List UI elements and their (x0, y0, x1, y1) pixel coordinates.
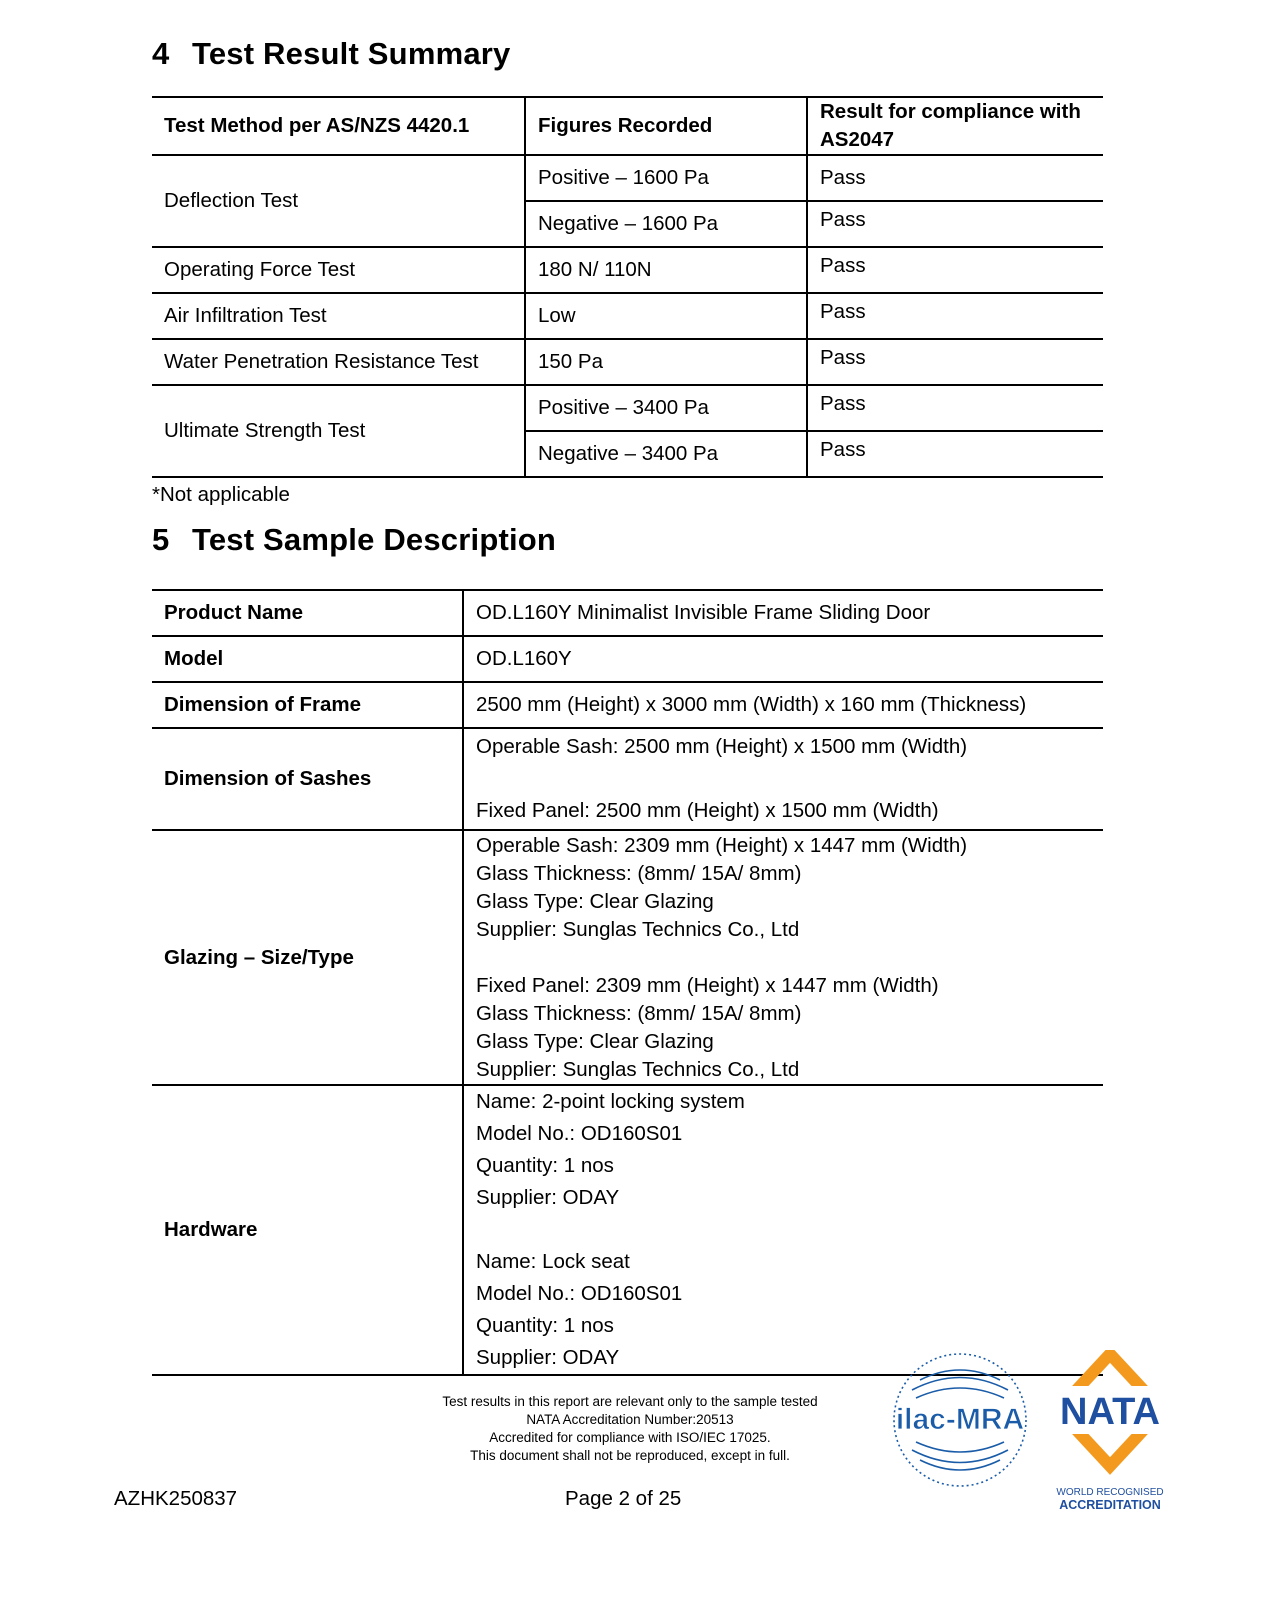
figures-cell: 150 Pa (525, 339, 807, 385)
footer-note-line: Accredited for compliance with ISO/IEC 17025. (489, 1430, 771, 1445)
value-line: Quantity: 1 nos (476, 1314, 614, 1337)
value-line: Quantity: 1 nos (476, 1154, 614, 1177)
page-number: Page 2 of 25 (565, 1487, 682, 1510)
table-row (152, 155, 1103, 201)
figures-cell: Positive – 3400 Pa (525, 385, 807, 431)
table-row (152, 1085, 1103, 1375)
ilac-mra-logo-icon (890, 1350, 1030, 1490)
header-figures-recorded: Figures Recorded (525, 97, 807, 155)
figures-cell: Negative – 1600 Pa (525, 201, 807, 247)
row-label: Dimension of Frame (152, 682, 463, 728)
figures-cell: Positive – 1600 Pa (525, 155, 807, 201)
section-4-heading (152, 36, 511, 72)
result-cell: Pass (807, 339, 1103, 385)
section-5-heading (152, 522, 556, 558)
table-row (152, 247, 1103, 293)
spacer (476, 944, 1091, 972)
table-header-row (152, 97, 1103, 155)
row-label: Model (152, 636, 463, 682)
table-row (152, 636, 1103, 682)
row-value: 2500 mm (Height) x 3000 mm (Width) x 160 mm (Thickness) (463, 682, 1103, 728)
result-cell: Pass (807, 155, 1103, 201)
nata-sub-text: ACCREDITATION (1059, 1498, 1161, 1512)
footer-note-line: NATA Accreditation Number:20513 (526, 1412, 734, 1427)
test-method-cell: Air Infiltration Test (152, 293, 525, 339)
header-result: Result for compliance with AS2047 (807, 97, 1103, 155)
value-line: Name: Lock seat (476, 1250, 630, 1273)
footer-note-line: This document shall not be reproduced, except in full. (470, 1448, 790, 1463)
row-label: Glazing – Size/Type (152, 830, 463, 1085)
table-row (152, 590, 1103, 636)
section-number: 5 (152, 522, 170, 557)
value-line: Operable Sash: 2500 mm (Height) x 1500 mm (Width) (476, 735, 968, 758)
section-number: 4 (152, 36, 170, 71)
section-title: Test Sample Description (192, 522, 557, 557)
value-line: Glass Thickness: (8mm/ 15A/ 8mm) (476, 862, 802, 885)
report-number: AZHK250837 (114, 1487, 238, 1510)
value-line: Glass Type: Clear Glazing (476, 1030, 714, 1053)
result-cell: Pass (807, 201, 1103, 247)
table-row (152, 830, 1103, 1085)
value-line: Glass Thickness: (8mm/ 15A/ 8mm) (476, 1002, 802, 1025)
value-line: Model No.: OD160S01 (476, 1282, 683, 1305)
table-row (152, 385, 1103, 431)
nata-logo-text: NATA (1060, 1391, 1160, 1433)
test-method-cell: Operating Force Test (152, 247, 525, 293)
test-method-cell: Water Penetration Resistance Test (152, 339, 525, 385)
value-line: Fixed Panel: 2309 mm (Height) x 1447 mm (Width) (476, 974, 939, 997)
not-applicable-note: *Not applicable (152, 483, 290, 506)
result-cell: Pass (807, 431, 1103, 477)
test-method-cell: Deflection Test (152, 155, 525, 247)
table-row (152, 339, 1103, 385)
figures-cell: 180 N/ 110N (525, 247, 807, 293)
figures-cell: Negative – 3400 Pa (525, 431, 807, 477)
result-cell: Pass (807, 293, 1103, 339)
value-line: Glass Type: Clear Glazing (476, 890, 714, 913)
table-row (152, 728, 1103, 830)
footer-note-line: Test results in this report are relevant only to the sample tested (442, 1394, 818, 1409)
nata-sub-text: WORLD RECOGNISED (1056, 1487, 1164, 1498)
figures-cell: Low (525, 293, 807, 339)
row-value: OD.L160Y Minimalist Invisible Frame Sliding Door (463, 590, 1103, 636)
row-value (463, 1085, 1103, 1375)
test-method-cell: Ultimate Strength Test (152, 385, 525, 477)
row-label: Hardware (152, 1085, 463, 1375)
value-line: Supplier: ODAY (476, 1346, 620, 1369)
value-line: Supplier: Sunglas Technics Co., Ltd (476, 1058, 800, 1081)
value-line: Fixed Panel: 2500 mm (Height) x 1500 mm (Width) (476, 799, 939, 822)
value-line: Supplier: ODAY (476, 1186, 620, 1209)
value-line: Supplier: Sunglas Technics Co., Ltd (476, 918, 800, 941)
row-label: Product Name (152, 590, 463, 636)
test-sample-description-table (152, 589, 1103, 1376)
row-value (463, 728, 1103, 830)
value-line: Model No.: OD160S01 (476, 1122, 683, 1145)
row-value (463, 830, 1103, 1085)
section-title: Test Result Summary (192, 36, 511, 71)
row-value: OD.L160Y (463, 636, 1103, 682)
ilac-logo-text: ilac-MRA (895, 1403, 1025, 1436)
header-test-method: Test Method per AS/NZS 4420.1 (152, 97, 525, 155)
nata-logo-icon (1050, 1350, 1170, 1520)
spacer (476, 1214, 1091, 1246)
result-cell: Pass (807, 247, 1103, 293)
value-line: Name: 2-point locking system (476, 1090, 745, 1113)
test-result-summary-table (152, 96, 1103, 478)
row-label: Dimension of Sashes (152, 728, 463, 830)
result-cell: Pass (807, 385, 1103, 431)
value-line: Operable Sash: 2309 mm (Height) x 1447 mm (Width) (476, 834, 968, 857)
table-row (152, 682, 1103, 728)
table-row (152, 293, 1103, 339)
footer-notes (380, 1393, 880, 1465)
